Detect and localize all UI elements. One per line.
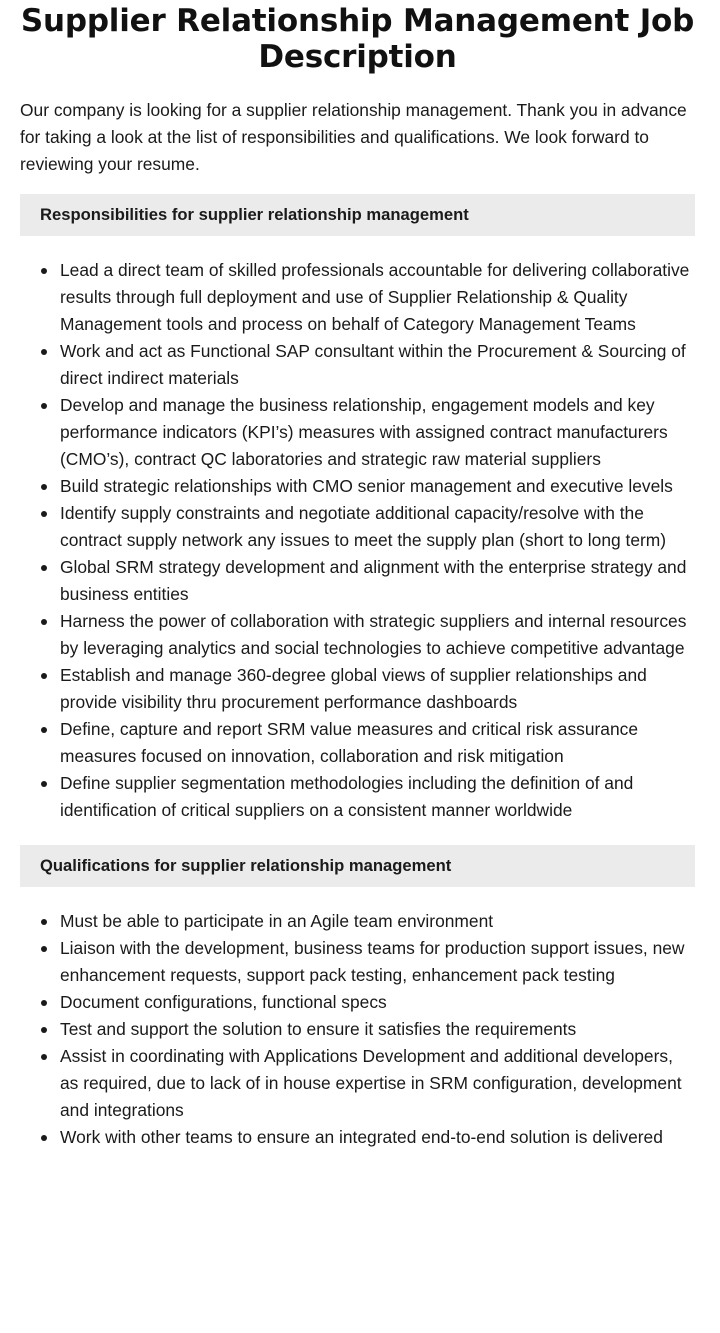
- qualifications-list: [20, 908, 695, 1151]
- list-item: [20, 338, 695, 392]
- list-item: [20, 257, 695, 338]
- list-item-text: Work and act as Functional SAP consultant within the Procurement & Sourcing of direct indirect materials: [60, 341, 686, 388]
- bullet-icon: [41, 1135, 47, 1141]
- list-item-text: Define, capture and report SRM value measures and critical risk assurance measures focused on innovation, collaboration and risk mitigation: [60, 719, 639, 766]
- list-item: [20, 935, 695, 989]
- list-item-text: Must be able to participate in an Agile team environment: [60, 911, 494, 931]
- bullet-icon: [41, 268, 47, 274]
- bullet-icon: [41, 484, 47, 490]
- bullet-icon: [41, 1000, 47, 1006]
- responsibilities-list: [20, 257, 695, 824]
- intro-paragraph: Our company is looking for a supplier relationship management. Thank you in advance for taking a look at the list of responsibilities and qualifications. We look forward to reviewing your resume.: [20, 100, 687, 174]
- bullet-icon: [41, 781, 47, 787]
- list-item-text: Liaison with the development, business teams for production support issues, new enhancement requests, support pack testing, enhancement pack testing: [60, 938, 685, 985]
- list-item-text: Build strategic relationships with CMO senior management and executive levels: [60, 476, 673, 496]
- list-item-text: Global SRM strategy development and alignment with the enterprise strategy and business entities: [60, 557, 687, 604]
- list-item-text: Establish and manage 360-degree global views of supplier relationships and provide visibility thru procurement performance dashboards: [60, 665, 647, 712]
- job-description-page: [20, 3, 695, 1151]
- list-item-text: Define supplier segmentation methodologies including the definition of and identification of critical suppliers on a consistent manner worldwide: [60, 773, 634, 820]
- bullet-icon: [41, 403, 47, 409]
- list-item-text: Harness the power of collaboration with strategic suppliers and internal resources by leveraging analytics and social technologies to achieve competitive advantage: [60, 611, 687, 658]
- bullet-icon: [41, 511, 47, 517]
- list-item: [20, 554, 695, 608]
- list-item-text: Lead a direct team of skilled professionals accountable for delivering collaborative results through full deployment and use of Supplier Relationship & Quality Management tools and process on behalf of Category Management Teams: [60, 260, 690, 334]
- list-item: [20, 770, 695, 824]
- list-item-text: Test and support the solution to ensure it satisfies the requirements: [60, 1019, 577, 1039]
- list-item-text: Document configurations, functional specs: [60, 992, 387, 1012]
- list-item-text: Develop and manage the business relationship, engagement models and key performance indicators (KPI’s) measures with assigned contract manufacturers (CMO’s), contract QC laboratories and strategic raw material suppliers: [60, 395, 668, 469]
- list-item: [20, 392, 695, 473]
- list-item: [20, 716, 695, 770]
- list-item-text: Work with other teams to ensure an integrated end-to-end solution is delivered: [60, 1127, 663, 1147]
- list-item: [20, 500, 695, 554]
- list-item: [20, 608, 695, 662]
- list-item: [20, 473, 695, 500]
- list-item-text: Identify supply constraints and negotiate additional capacity/resolve with the contract supply network any issues to meet the supply plan (short to long term): [60, 503, 667, 550]
- list-item: [20, 662, 695, 716]
- bullet-icon: [41, 673, 47, 679]
- bullet-icon: [41, 565, 47, 571]
- bullet-icon: [41, 919, 47, 925]
- bullet-icon: [41, 946, 47, 952]
- list-item: [20, 989, 695, 1016]
- bullet-icon: [41, 619, 47, 625]
- bullet-icon: [41, 727, 47, 733]
- responsibilities-heading: Responsibilities for supplier relationship management: [20, 194, 695, 236]
- bullet-icon: [41, 1027, 47, 1033]
- page-title: Supplier Relationship Management Job Description: [20, 3, 695, 75]
- list-item: [20, 1043, 695, 1124]
- list-item: [20, 908, 695, 935]
- list-item-text: Assist in coordinating with Applications Development and additional developers, as required, due to lack of in house expertise in SRM configuration, development and integrations: [60, 1046, 682, 1120]
- list-item: [20, 1016, 695, 1043]
- list-item: [20, 1124, 695, 1151]
- bullet-icon: [41, 1054, 47, 1060]
- qualifications-heading: Qualifications for supplier relationship management: [20, 845, 695, 887]
- bullet-icon: [41, 349, 47, 355]
